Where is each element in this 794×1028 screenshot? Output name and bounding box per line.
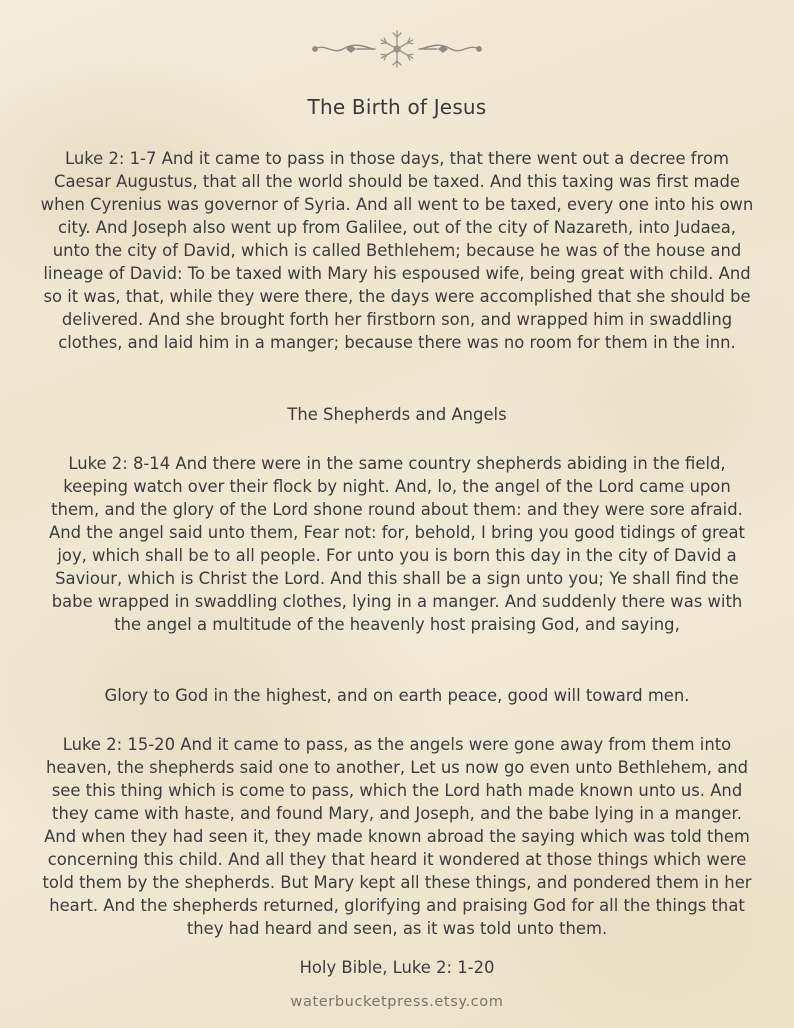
snowflake-flourish-icon xyxy=(0,26,794,76)
passage-luke-2-1-7: Luke 2: 1-7 And it came to pass in those days, that there went out a decree from Caesar Augustus, that all the world should be taxed. And this taxing was first made when Cyrenius was governor of Syria. And all went to be taxed, every one into his own city. And Joseph also went up from Galilee, out of the city of Nazareth, into Judaea, unto the city of David, which is called Bethlehem; because he was of the house and lineage of David: To be taxed with Mary his espoused wife, being great with child. And so it was, that, while they were there, the days were accomplished that she should be delivered. And she brought forth her firstborn son, and wrapped him in swaddling clothes, and laid him in a manger; because there was no room for them in the inn. xyxy=(40,149,754,352)
passage-luke-2-15-20: Luke 2: 15-20 And it came to pass, as the angels were gone away from them into heaven, the shepherds said one to another, Let us now go even unto Bethlehem, and see this thing which is come to pass, which the Lord hath made known unto us. And they came with haste, and found Mary, and Joseph, and the babe lying in a manger. And when they had seen it, they made known abroad the saying which was told them concerning this child. And all they that heard it wondered at those things which were told them by the shepherds. But Mary kept all these things, and pondered them in her heart. And the shepherds returned, glorifying and praising God for all the things that they had heard and seen, as it was told unto them. xyxy=(42,735,752,938)
glory-verse: Glory to God in the highest, and on earth peace, good will toward men. xyxy=(104,686,690,705)
citation: Holy Bible, Luke 2: 1-20 xyxy=(299,958,495,977)
section-heading-shepherds: The Shepherds and Angels xyxy=(287,405,507,424)
footer-url: waterbucketpress.etsy.com xyxy=(290,994,504,1010)
passage-luke-2-8-14: Luke 2: 8-14 And there were in the same country shepherds abiding in the field, keeping watch over their flock by night. And, lo, the angel of the Lord came upon them, and the glory of the Lord shone round about them: and they were sore afraid. And the angel said unto them, Fear not: for, behold, I bring you good tidings of great joy, which shall be to all people. For unto you is born this day in the city of David a Saviour, which is Christ the Lord. And this shall be a sign unto you; Ye shall find the babe wrapped in swaddling clothes, lying in a manger. And suddenly there was with the angel a multitude of the heavenly host praising God, and saying, xyxy=(49,454,745,634)
page-title: The Birth of Jesus xyxy=(307,95,487,119)
